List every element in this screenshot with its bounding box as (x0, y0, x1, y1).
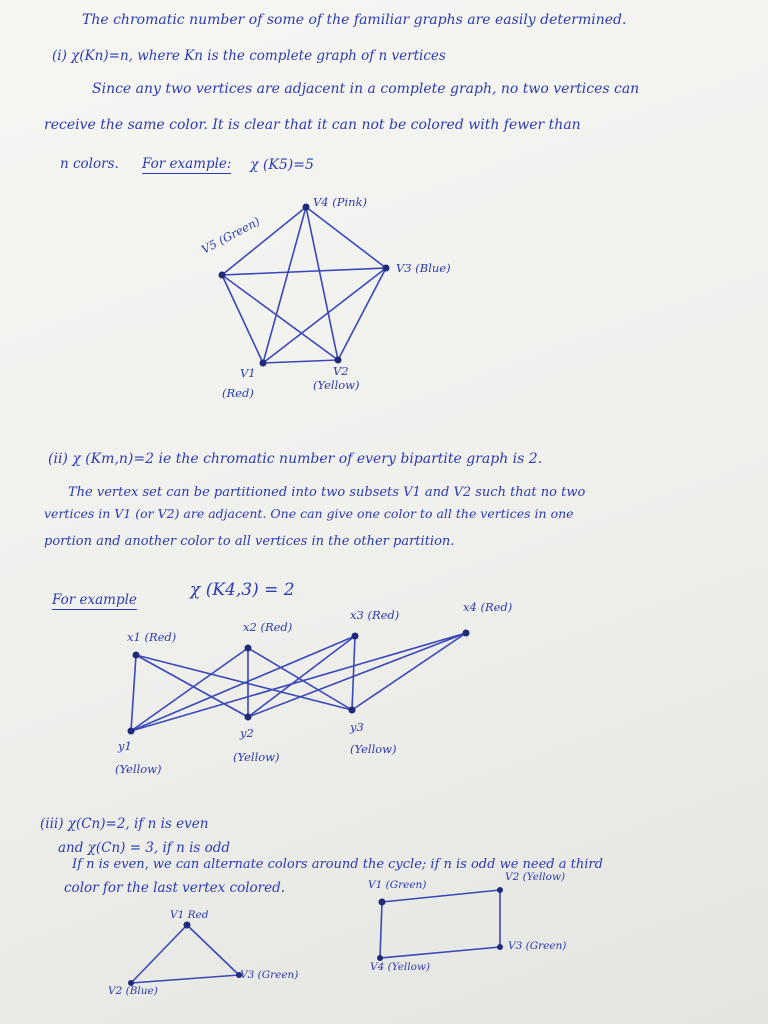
c4-vertex-v2 (497, 887, 503, 893)
k43-label-y2-name: y2 (240, 726, 254, 740)
k5-label-v2-color: (Yellow) (313, 378, 360, 392)
k43-label-y1-color: (Yellow) (115, 762, 162, 776)
k43-label-y1-name: y1 (118, 739, 132, 753)
c4-edge-v3-v4 (380, 947, 500, 958)
k5-label-v1-name: V1 (240, 366, 256, 380)
k5-label-v5: V5 (Green) (199, 214, 263, 257)
c4-label-v3: V3 (Green) (508, 940, 567, 952)
section2-body-line2: vertices in V1 (or V2) are adjacent. One can give one color to all the vertices in one (44, 506, 574, 521)
c4-edge-v1-v2 (382, 890, 500, 902)
c3-label-v3: V3 (Green) (240, 969, 299, 981)
k5-label-v1-color: (Red) (222, 386, 254, 400)
c4-label-v2: V2 (Yellow) (505, 871, 566, 883)
k43-label-x4: x4 (Red) (463, 600, 513, 614)
k5-label-v3: V3 (Blue) (396, 261, 451, 275)
c4-vertex-v3 (497, 944, 503, 950)
section1-heading: (i) χ(Kn)=n, where Kn is the complete graph of n vertices (52, 48, 446, 64)
section2-body-line1: The vertex set can be partitioned into two subsets V1 and V2 such that no two (68, 485, 586, 500)
c3-edge-v1-v3 (187, 925, 239, 975)
c3-label-v1: V1 Red (170, 909, 209, 921)
c3-vertex-v1 (184, 922, 191, 929)
intro-line: The chromatic number of some of the familiar graphs are easily determined. (82, 12, 627, 28)
k43-label-y3-color: (Yellow) (350, 742, 397, 756)
c3-label-v2: V2 (Blue) (108, 985, 158, 997)
c3-edge-v2-v3 (131, 975, 239, 983)
c3-edge-v1-v2 (131, 925, 187, 983)
section1-body-line1: Since any two vertices are adjacent in a complete graph, no two vertices can (92, 81, 640, 97)
k43-label-x3: x3 (Red) (350, 608, 400, 622)
k43-label-x2: x2 (Red) (243, 620, 293, 634)
section3-line1: (iii) χ(Cn)=2, if n is even (40, 816, 209, 832)
section2-heading: (ii) χ (Km,n)=2 ie the chromatic number of every bipartite graph is 2. (48, 451, 543, 467)
section1-body-line3: n colors. (60, 156, 119, 172)
c4-label-v4: V4 (Yellow) (370, 961, 431, 973)
section3-line2: and χ(Cn) = 3, if n is odd (58, 840, 231, 856)
k5-label-v4: V4 (Pink) (313, 195, 368, 209)
section3-line4: color for the last vertex colored. (64, 880, 286, 896)
k5-label-v2-name: V2 (333, 364, 349, 378)
section2-example-label: For example (52, 592, 137, 608)
section2-example-value: χ (K4,3) = 2 (190, 580, 295, 600)
section1-body-line2: receive the same color. It is clear that it can not be colored with fewer than (44, 117, 581, 133)
c4-edge-v4-v1 (380, 902, 382, 958)
section1-example-label: For example: (142, 156, 232, 172)
k43-label-y3-name: y3 (350, 720, 364, 734)
c4-label-v1: V1 (Green) (368, 879, 427, 891)
c4-vertex-v1 (379, 899, 386, 906)
k43-label-x1: x1 (Red) (127, 630, 177, 644)
section2-body-line3: portion and another color to all vertices in the other partition. (44, 534, 455, 549)
k43-label-y2-color: (Yellow) (233, 750, 280, 764)
section1-example-value: χ (K5)=5 (250, 157, 314, 173)
section3-line3: If n is even, we can alternate colors around the cycle; if n is odd we need a third (72, 857, 603, 872)
